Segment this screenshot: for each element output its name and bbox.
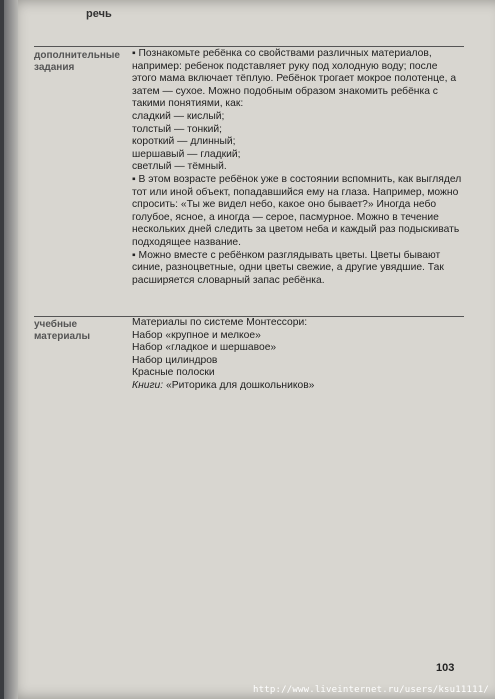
list-item: шершавый — гладкий; xyxy=(132,148,241,160)
watermark-url: http://www.liveinternet.ru/users/ksu11111/ xyxy=(253,685,489,695)
books-line xyxy=(132,380,464,393)
list-item: толстый — тонкий; xyxy=(132,123,223,135)
book-gutter xyxy=(4,0,18,699)
paragraph: ▪ Познакомьте ребёнка со свойствами различных материалов, например: ребенок подставляет руку под холодную воду; после этого мама включает тёплую. Ребёнок трогает мокрое полотенце, а затем — сухое. Можно подобным образом знакомить ребёнка с такими понятиями, как: xyxy=(132,48,457,110)
paragraph: ▪ В этом возрасте ребёнок уже в состоянии вспомнить, как выглядел тот или иной объект, попадавшийся ему на глаза. Например, можно спросить: «Ты же видел небо, какое оно бывает?» Иногда небо голубое, ясное, а иногда — серое, пасмурное. Можно в течение нескольких дней следить за цветом неба и каждый раз подыскивать подходящее название. xyxy=(132,173,462,248)
list-item: Набор цилиндров xyxy=(132,354,218,366)
running-head: речь xyxy=(86,8,112,20)
section-content xyxy=(132,48,464,287)
section-content xyxy=(132,317,464,393)
list-item: короткий — длинный; xyxy=(132,136,236,148)
section-label: учебные материалы xyxy=(34,319,90,342)
book-page xyxy=(4,0,495,699)
list-item: сладкий — кислый; xyxy=(132,110,225,122)
page-number: 103 xyxy=(436,662,455,674)
list-item: Набор «крупное и мелкое» xyxy=(132,329,261,341)
list-item: Материалы по системе Монтессори: xyxy=(132,317,308,328)
paragraph: ▪ Можно вместе с ребёнком разглядывать цветы. Цветы бывают синие, разноцветные, одни цветы свежие, а другие увядшие. Так расширяется словарный запас ребёнка. xyxy=(132,249,444,286)
list-item: Красные полоски xyxy=(132,367,215,379)
list-item: Набор «гладкое и шершавое» xyxy=(132,342,277,354)
header-rule xyxy=(34,46,464,47)
concept-pairs-list xyxy=(132,111,464,174)
books-value: «Риторика для дошкольников» xyxy=(166,379,315,391)
books-label: Книги: xyxy=(132,379,164,391)
list-item: светлый — тёмный. xyxy=(132,161,227,173)
section-label: дополнительные задания xyxy=(34,50,120,73)
